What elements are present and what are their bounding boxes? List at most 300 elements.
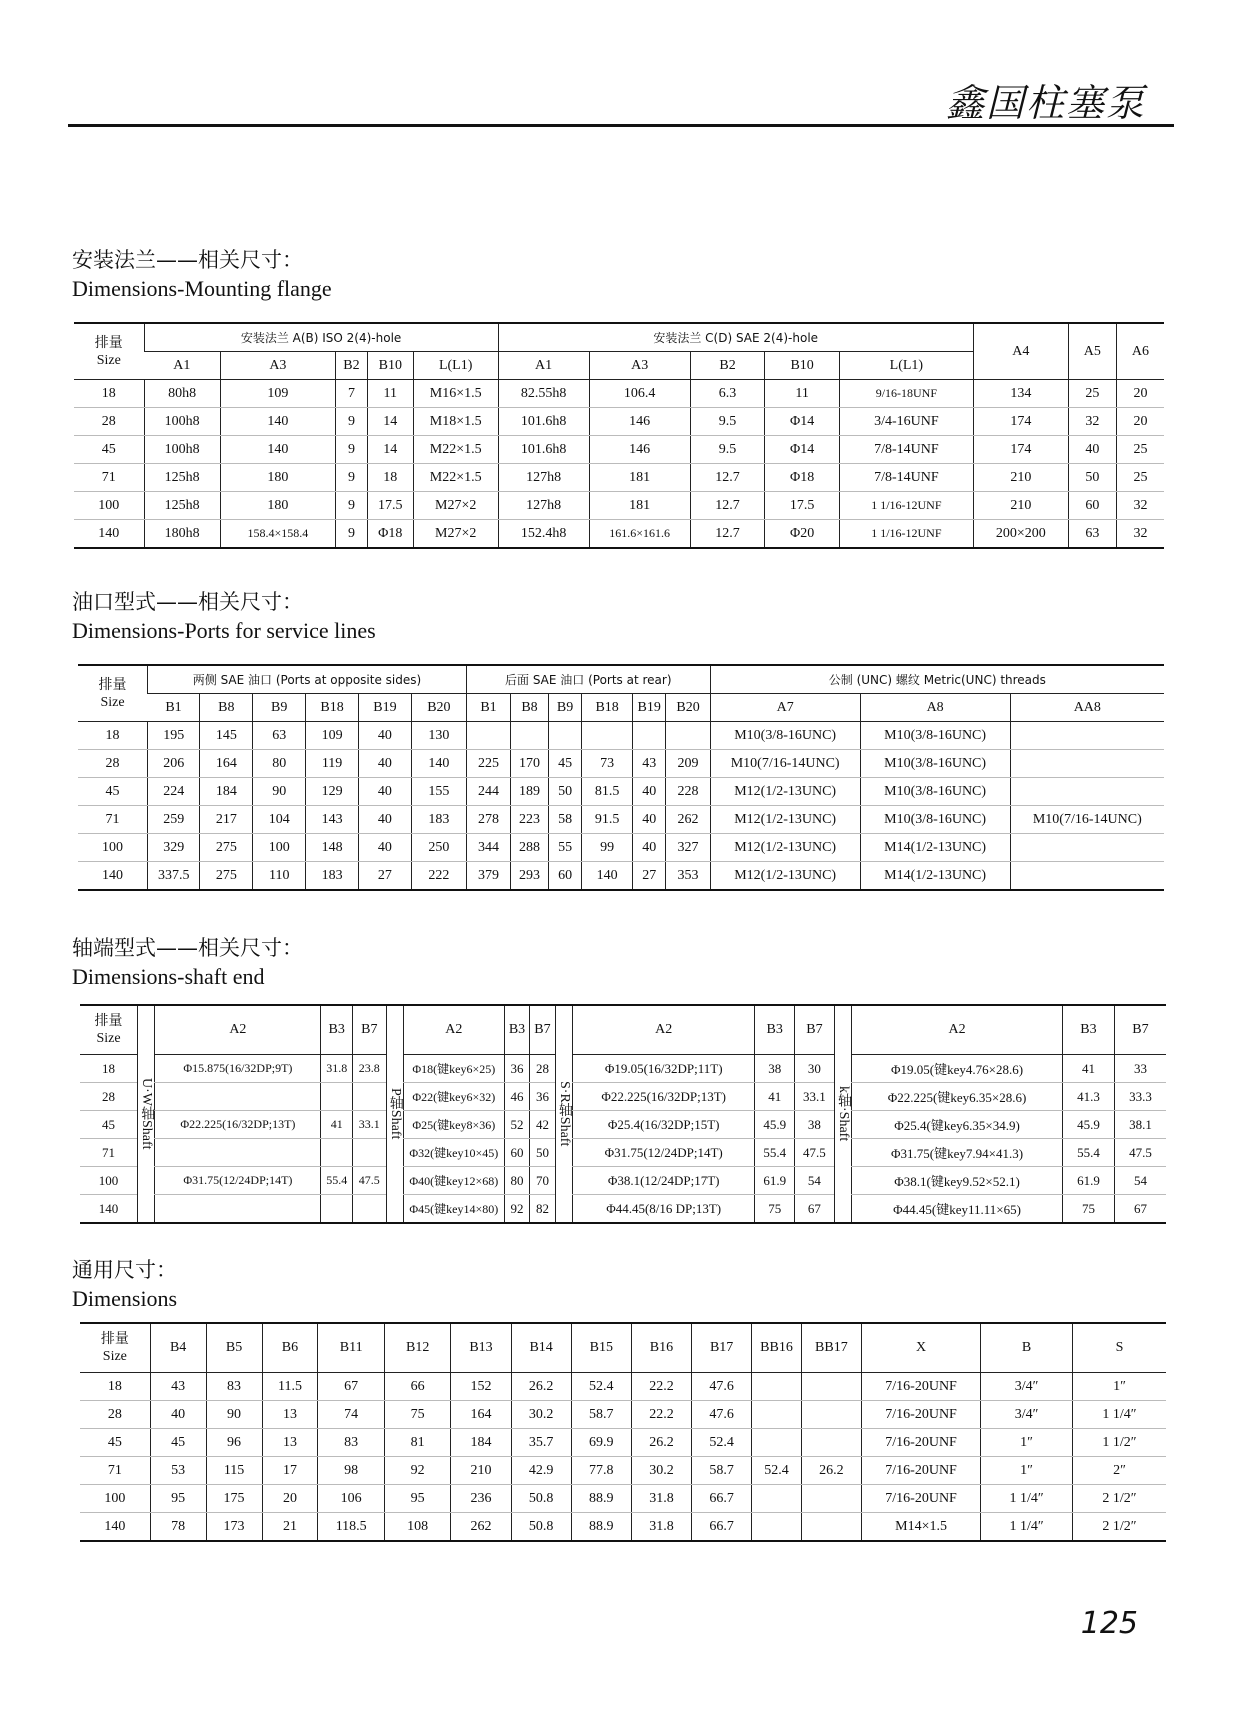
page-number: 125 [1080,1606,1138,1641]
cell [321,1195,353,1224]
cell: 52.4 [752,1457,802,1485]
cell: 60 [504,1139,529,1167]
cell: 88.9 [571,1513,631,1542]
cell: Φ25.4(16/32DP;15T) [573,1111,755,1139]
col-header: B9 [548,694,581,722]
cell: 146 [589,436,690,464]
size-label-cn: 排量 [94,334,123,351]
cell: 66.7 [692,1513,752,1542]
flange-title-cn: 安装法兰——相关尺寸： [72,248,303,272]
cell: 30.2 [631,1457,691,1485]
cell: 45 [80,1429,150,1457]
size-header [74,323,144,380]
cell: 74 [318,1401,384,1429]
col-header: B18 [306,694,359,722]
cell: 152.4h8 [498,520,589,549]
cell: 75 [755,1195,795,1224]
cell [352,1083,386,1111]
cell: 98 [318,1457,384,1485]
cell [321,1083,353,1111]
cell: 28 [530,1055,555,1083]
cell: 18 [74,380,144,408]
cell: 71 [78,806,148,834]
cell: 41 [755,1083,795,1111]
cell: 33.1 [352,1111,386,1139]
cell: Φ18 [765,464,840,492]
cell: 140 [74,520,144,549]
table-row [74,520,1164,549]
table-row [78,806,1164,834]
cell: 36 [530,1083,555,1111]
cell: M10(3/8-16UNC) [860,722,1010,750]
cell: M16×1.5 [413,380,498,408]
cell [1010,722,1164,750]
cell: 14 [367,436,413,464]
cell: 26.2 [631,1429,691,1457]
cell [511,722,549,750]
cell: M12(1/2-13UNC) [710,806,860,834]
cell: 7/16-20UNF [861,1429,980,1457]
cell: 28 [80,1401,150,1429]
cell: 83 [206,1373,262,1401]
table-row [80,1457,1166,1485]
cell: 78 [150,1513,206,1542]
cell: 1″ [981,1429,1073,1457]
cell: Φ31.75(12/24DP;14T) [573,1139,755,1167]
cell: 95 [150,1485,206,1513]
cell: 81 [384,1429,450,1457]
flange-group-iso: 安装法兰 A(B) ISO 2(4)-hole [144,323,498,352]
col-header: B18 [582,694,633,722]
cell: 17 [262,1457,318,1485]
col-header: L(L1) [413,352,498,380]
cell: 27 [359,862,412,891]
cell: 31.8 [321,1055,353,1083]
flange-section-title [72,246,332,304]
cell: 58 [548,806,581,834]
cell: 17.5 [765,492,840,520]
shaft-type-label: S·R轴Shaft [555,1005,572,1223]
cell: 55.4 [1062,1139,1114,1167]
cell: 17.5 [367,492,413,520]
cell [466,722,510,750]
cell: 7/16-20UNF [861,1373,980,1401]
shaft-type-label: P轴Shaft [386,1005,403,1223]
cell: Φ22(键key6×32) [403,1083,504,1111]
cell: 115 [206,1457,262,1485]
col-header: B20 [411,694,466,722]
cell: 26.2 [801,1457,861,1485]
cell: Φ25(键key8×36) [403,1111,504,1139]
cell: 40 [359,722,412,750]
table-row [80,1373,1166,1401]
table-row [74,464,1164,492]
cell: 100 [80,1167,138,1195]
col-header: B8 [511,694,549,722]
cell: 90 [253,778,306,806]
cell: 9/16-18UNF [839,380,973,408]
cell [752,1429,802,1457]
cell: 18 [80,1055,138,1083]
col-header: B8 [200,694,253,722]
cell: Φ19.05(16/32DP;11T) [573,1055,755,1083]
cell: M18×1.5 [413,408,498,436]
cell: 180 [220,492,335,520]
table-row [80,1083,1166,1111]
col-header: A1 [144,352,220,380]
cell: Φ31.75(12/24DP;14T) [155,1167,321,1195]
col-header: B10 [765,352,840,380]
cell: 25 [1116,436,1164,464]
cell: 38.1 [1114,1111,1166,1139]
cell [666,722,710,750]
cell: 110 [253,862,306,891]
cell: 41 [1062,1055,1114,1083]
cell: 40 [1068,436,1116,464]
cell: 217 [200,806,253,834]
cell [801,1513,861,1542]
col-header: B4 [150,1323,206,1373]
table-row [80,1195,1166,1224]
table-row [74,408,1164,436]
cell: 379 [466,862,510,891]
cell [321,1139,353,1167]
table-row [78,778,1164,806]
flange-table [74,322,1164,549]
cell: 118.5 [318,1513,384,1542]
cell: 206 [148,750,200,778]
cell: 100 [80,1485,150,1513]
cell: 119 [306,750,359,778]
cell [752,1513,802,1542]
cell: 210 [451,1457,511,1485]
cell: 3/4″ [981,1373,1073,1401]
col-header: A1 [498,352,589,380]
size-label-cn: 排量 [100,1331,129,1347]
col-header: A3 [589,352,690,380]
table-row [74,492,1164,520]
cell: 45 [80,1111,138,1139]
cell: 174 [973,436,1068,464]
cell: M10(7/16-14UNC) [1010,806,1164,834]
cell: 100 [253,834,306,862]
cell: 100h8 [144,408,220,436]
cell: 2 1/2″ [1073,1485,1167,1513]
cell: 20 [262,1485,318,1513]
cell: 180 [220,464,335,492]
cell: 181 [589,464,690,492]
cell: 12.7 [690,520,765,549]
cell: 43 [150,1373,206,1401]
cell: Φ20 [765,520,840,549]
cell: 11 [765,380,840,408]
table-row [80,1401,1166,1429]
cell: 40 [633,778,666,806]
cell: 40 [150,1401,206,1429]
cell: 31.8 [631,1485,691,1513]
cell [155,1083,321,1111]
cell: 26.2 [511,1373,571,1401]
size-label-en: Size [96,1031,121,1046]
cell: 40 [633,806,666,834]
cell: 9 [336,492,368,520]
size-header [78,665,148,722]
cell: 209 [666,750,710,778]
cell: 20 [1116,380,1164,408]
cell: 11.5 [262,1373,318,1401]
cell: 140 [220,436,335,464]
size-label-en: Size [102,1349,127,1364]
cell: 67 [795,1195,835,1224]
cell: 75 [1062,1195,1114,1224]
cell: 109 [306,722,359,750]
cell: 63 [1068,520,1116,549]
ports-section-title [72,588,376,646]
cell: 53 [150,1457,206,1485]
cell: Φ14 [765,408,840,436]
cell: 143 [306,806,359,834]
cell: 54 [1114,1167,1166,1195]
cell: 183 [306,862,359,891]
cell: M14(1/2-13UNC) [860,834,1010,862]
cell: 50.8 [511,1485,571,1513]
cell: 90 [206,1401,262,1429]
col-header: B3 [504,1005,529,1055]
cell: 225 [466,750,510,778]
cell [548,722,581,750]
cell: 80 [504,1167,529,1195]
col-header: B7 [795,1005,835,1055]
cell: 275 [200,862,253,891]
cell: 148 [306,834,359,862]
cell: 47.5 [795,1139,835,1167]
cell: 100 [74,492,144,520]
col-header: B16 [631,1323,691,1373]
cell: 101.6h8 [498,408,589,436]
col-header: B19 [633,694,666,722]
cell: 175 [206,1485,262,1513]
cell: 18 [80,1373,150,1401]
cell: Φ40(键key12×68) [403,1167,504,1195]
cell: 337.5 [148,862,200,891]
cell: M10(3/8-16UNC) [710,722,860,750]
cell: 95 [384,1485,450,1513]
cell: 125h8 [144,464,220,492]
size-label-cn: 排量 [94,1013,123,1029]
cell: 32 [1116,520,1164,549]
cell: 80 [253,750,306,778]
cell: 21 [262,1513,318,1542]
cell: 7/16-20UNF [861,1485,980,1513]
cell: 88.9 [571,1485,631,1513]
cell: 25 [1116,464,1164,492]
col-header: A2 [403,1005,504,1055]
cell: 41.3 [1062,1083,1114,1111]
col-header: B3 [1062,1005,1114,1055]
cell: 47.5 [1114,1139,1166,1167]
cell: 127h8 [498,464,589,492]
cell: 7/8-14UNF [839,436,973,464]
cell: 77.8 [571,1457,631,1485]
cell: 82.55h8 [498,380,589,408]
cell: 125h8 [144,492,220,520]
cell: 58.7 [571,1401,631,1429]
cell: 1 1/4″ [981,1485,1073,1513]
cell: 47.5 [352,1167,386,1195]
cell: 96 [206,1429,262,1457]
cell: 50 [548,778,581,806]
cell: M14(1/2-13UNC) [860,862,1010,891]
cell: 278 [466,806,510,834]
cell: 129 [306,778,359,806]
cell: 1 1/4″ [1073,1401,1167,1429]
ports-title-cn: 油口型式——相关尺寸： [72,590,303,614]
cell: M10(3/8-16UNC) [860,750,1010,778]
cell: 55.4 [755,1139,795,1167]
cell: 91.5 [582,806,633,834]
cell: 140 [80,1513,150,1542]
cell: 40 [359,778,412,806]
table-row [80,1111,1166,1139]
cell: 106.4 [589,380,690,408]
col-header: B15 [571,1323,631,1373]
cell: 14 [367,408,413,436]
col-header: B13 [451,1323,511,1373]
cell [1010,778,1164,806]
cell: 18 [367,464,413,492]
table-row [78,862,1164,891]
cell: 47.6 [692,1401,752,1429]
col-header: B10 [367,352,413,380]
col-header: B12 [384,1323,450,1373]
col-header: A3 [220,352,335,380]
cell: 344 [466,834,510,862]
cell: 250 [411,834,466,862]
cell: 3/4″ [981,1401,1073,1429]
size-label-cn: 排量 [98,676,127,693]
ports-group-threads: 公制 (UNC) 螺纹 Metric(UNC) threads [710,665,1164,694]
cell: 83 [318,1429,384,1457]
cell: 262 [666,806,710,834]
col-header: B1 [466,694,510,722]
cell: 45 [78,778,148,806]
shaft-title-en: Dimensions-shaft end [72,964,265,989]
cell: 50.8 [511,1513,571,1542]
cell: 28 [80,1083,138,1111]
cell: 145 [200,722,253,750]
flange-group-sae: 安装法兰 C(D) SAE 2(4)-hole [498,323,973,352]
cell: 108 [384,1513,450,1542]
col-header: B7 [530,1005,555,1055]
cell: 75 [384,1401,450,1429]
cell: 9 [336,436,368,464]
cell: 80h8 [144,380,220,408]
col-header: A7 [710,694,860,722]
cell: 101.6h8 [498,436,589,464]
col-header: B3 [755,1005,795,1055]
cell: 13 [262,1429,318,1457]
cell: 2″ [1073,1457,1167,1485]
cell: 25 [1068,380,1116,408]
cell: 73 [582,750,633,778]
cell: 52.4 [571,1373,631,1401]
cell: 43 [633,750,666,778]
cell: 30.2 [511,1401,571,1429]
col-header: B2 [690,352,765,380]
cell: 11 [367,380,413,408]
table-row [78,834,1164,862]
table-row [74,436,1164,464]
col-header: L(L1) [839,352,973,380]
cell: 184 [451,1429,511,1457]
cell: M12(1/2-13UNC) [710,834,860,862]
cell: 66 [384,1373,450,1401]
cell: 71 [80,1457,150,1485]
cell: M27×2 [413,520,498,549]
cell: 71 [80,1139,138,1167]
cell [352,1139,386,1167]
table-row [80,1167,1166,1195]
cell: 99 [582,834,633,862]
col-header: X [861,1323,980,1373]
cell [752,1401,802,1429]
cell: 183 [411,806,466,834]
col-header: B3 [321,1005,353,1055]
cell: 58.7 [692,1457,752,1485]
cell: Φ38.1(12/24DP;17T) [573,1167,755,1195]
cell: M14×1.5 [861,1513,980,1542]
cell: 12.7 [690,464,765,492]
cell [1010,750,1164,778]
cell: 46 [504,1083,529,1111]
cell: M10(7/16-14UNC) [710,750,860,778]
col-header: B17 [692,1323,752,1373]
cell: 35.7 [511,1429,571,1457]
cell: 127h8 [498,492,589,520]
cell: 222 [411,862,466,891]
cell [801,1429,861,1457]
general-table [80,1322,1166,1542]
cell: Φ38.1(键key9.52×52.1) [852,1167,1063,1195]
cell: 210 [973,464,1068,492]
cell: 7 [336,380,368,408]
col-header: A8 [860,694,1010,722]
cell: 50 [1068,464,1116,492]
cell: 28 [78,750,148,778]
cell [155,1139,321,1167]
cell: 210 [973,492,1068,520]
cell: 170 [511,750,549,778]
cell: 92 [384,1457,450,1485]
cell: 33.3 [1114,1083,1166,1111]
cell: 61.9 [1062,1167,1114,1195]
cell: 140 [220,408,335,436]
table-row [78,750,1164,778]
cell: 189 [511,778,549,806]
cell: 40 [359,834,412,862]
cell: 18 [78,722,148,750]
cell: 50 [530,1139,555,1167]
cell: 47.6 [692,1373,752,1401]
cell: 180h8 [144,520,220,549]
cell: 244 [466,778,510,806]
cell: 33 [1114,1055,1166,1083]
cell [1010,862,1164,891]
cell: 224 [148,778,200,806]
flange-title-en: Dimensions-Mounting flange [72,276,332,301]
cell: 228 [666,778,710,806]
cell: 27 [633,862,666,891]
